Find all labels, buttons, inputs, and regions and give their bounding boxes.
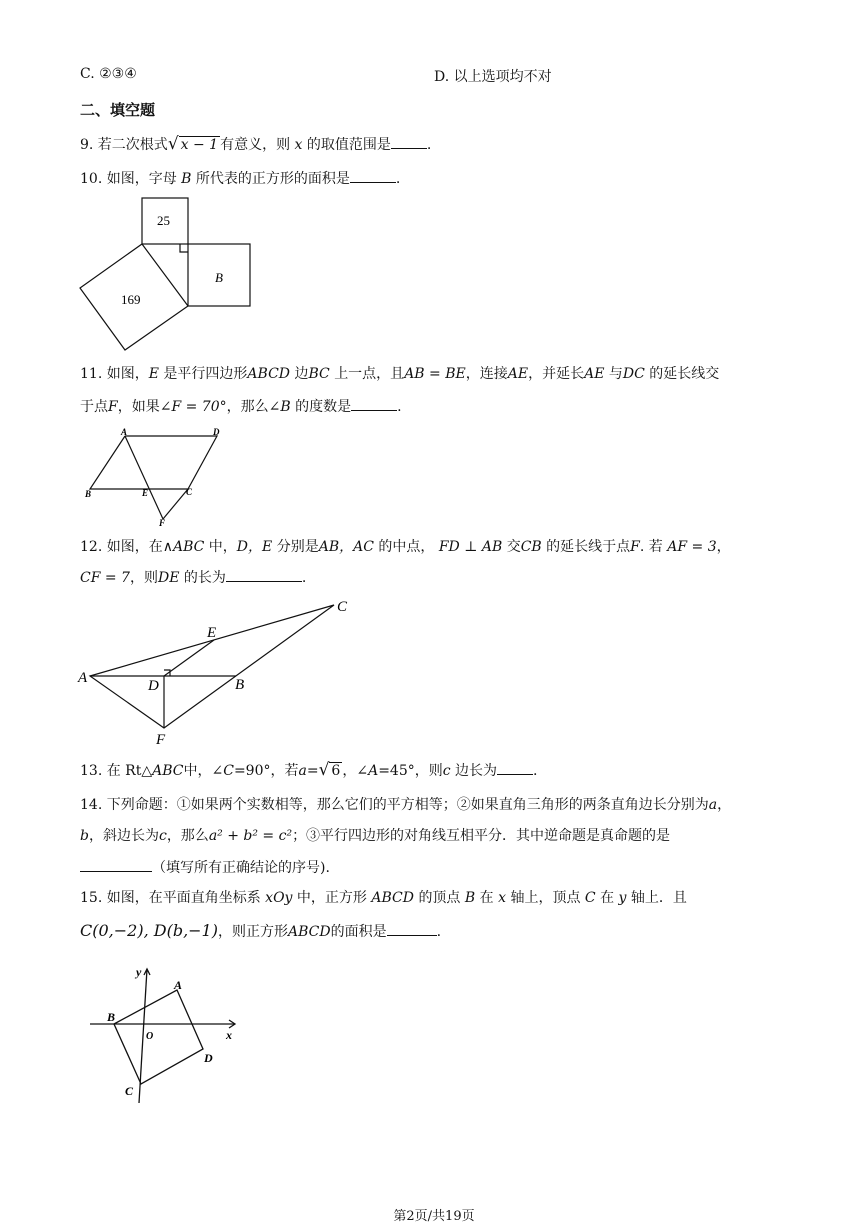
square-169-label: 169 bbox=[121, 292, 141, 307]
vertex-f: F bbox=[159, 518, 166, 528]
axis-y-label: y bbox=[136, 965, 142, 979]
answer-blank bbox=[391, 134, 427, 149]
vertex-a: A bbox=[78, 670, 88, 686]
question-11-line2: 于点F，如果∠F = 70°，那么∠B 的度数是 . bbox=[80, 396, 402, 417]
answer-blank bbox=[80, 857, 152, 872]
vertex-d: D bbox=[148, 678, 159, 694]
vertex-a: A bbox=[121, 427, 128, 437]
question-14-line2: b，斜边长为c，那么a² + b² = c²；③平行四边形的对角线互相平分．其中逆命题是真命题的是 bbox=[80, 828, 671, 844]
question-10: 10. 如图，字母 B 所代表的正方形的面积是 . bbox=[80, 168, 400, 189]
square-25-label: 25 bbox=[157, 213, 170, 228]
answer-blank bbox=[351, 396, 397, 411]
section-title: 二、填空题 bbox=[80, 101, 156, 119]
square-b-label: B bbox=[215, 270, 223, 285]
q12-figure bbox=[75, 594, 360, 746]
answer-blank bbox=[350, 168, 396, 183]
vertex-d: D bbox=[204, 1051, 213, 1065]
question-9: 9. 若二次根式√ x − 1 有意义，则 x 的取值范围是 . bbox=[80, 134, 432, 154]
question-11-line1: 11. 如图，E 是平行四边形ABCD 边BC 上一点，且AB = BE，连接AE，并延长AE 与DC 的延长线交 bbox=[80, 366, 720, 382]
vertex-f: F bbox=[156, 732, 166, 746]
vertex-b: B bbox=[235, 677, 245, 693]
question-12-line2: CF = 7，则DE 的长为 . bbox=[80, 567, 306, 588]
question-13: 13. 在 Rt△ABC中，∠C=90°，若a=√ 6 ，∠A=45°，则c 边长为 . bbox=[80, 760, 538, 780]
vertex-b: B bbox=[107, 1010, 116, 1024]
vertex-a: A bbox=[174, 978, 183, 992]
answer-blank bbox=[226, 567, 302, 582]
q15-figure bbox=[85, 963, 240, 1108]
question-14-line3: （填写所有正确结论的序号). bbox=[80, 857, 330, 878]
vertex-c: C bbox=[125, 1084, 134, 1098]
answer-blank bbox=[497, 760, 533, 775]
vertex-b: B bbox=[85, 489, 92, 499]
vertex-c: C bbox=[337, 599, 348, 615]
q10-figure bbox=[75, 193, 260, 358]
question-15-line1: 15. 如图，在平面直角坐标系 xOy 中，正方形 ABCD 的顶点 B 在 x 轴上，顶点 C 在 y 轴上．且 bbox=[80, 890, 687, 906]
option-d: D. 以上选项均不对 bbox=[434, 69, 552, 85]
q11-figure bbox=[80, 423, 230, 528]
axis-x-label: x bbox=[226, 1028, 232, 1042]
answer-blank bbox=[387, 921, 437, 936]
question-14-line1: 14. 下列命题：①如果两个实数相等，那么它们的平方相等；②如果直角三角形的两条直角边长分别为a， bbox=[80, 797, 732, 813]
vertex-d: D bbox=[213, 427, 220, 437]
vertex-e: E bbox=[207, 625, 217, 641]
question-15-line2: C(0,−2), D(b,−1)，则正方形ABCD的面积是 . bbox=[80, 921, 442, 940]
origin-label: O bbox=[146, 1031, 154, 1042]
page-footer: 第2页/共19页 bbox=[393, 1209, 475, 1224]
question-12-line1: 12. 如图，在∧ABC 中，D，E 分别是AB，AC 的中点， FD ⊥ AB 交CB 的延长线于点F. 若 AF = 3， bbox=[80, 539, 731, 555]
option-c: C. ②③④ bbox=[80, 66, 137, 82]
vertex-e: E bbox=[142, 488, 149, 498]
vertex-c: C bbox=[186, 487, 193, 497]
